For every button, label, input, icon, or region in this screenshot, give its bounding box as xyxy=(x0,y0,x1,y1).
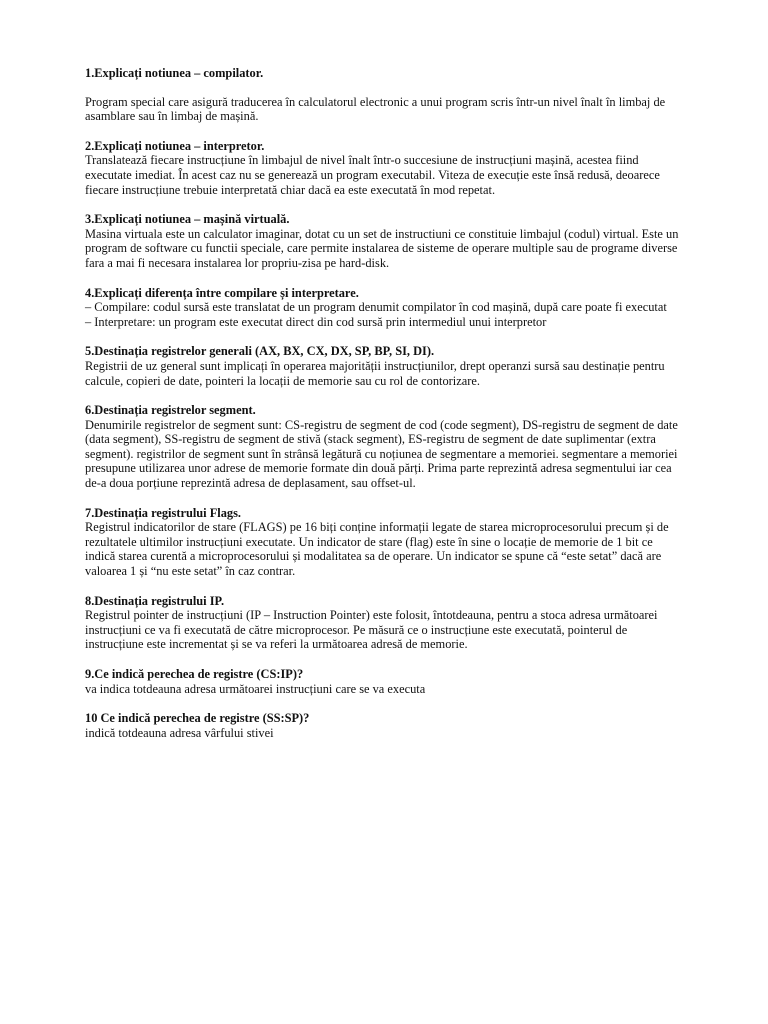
section-2 xyxy=(85,139,685,197)
section-9 xyxy=(85,667,685,696)
section-paragraph: indică totdeauna adresa vârfului stivei xyxy=(85,725,274,740)
section-heading: 7.Destinația registrului Flags. xyxy=(85,505,242,520)
section-heading: 2.Explicați notiunea – interpretor. xyxy=(85,138,265,153)
section-heading: 4.Explicați diferența între compilare și interpretare. xyxy=(85,285,359,300)
section-5 xyxy=(85,344,685,388)
section-6 xyxy=(85,403,685,491)
section-1 xyxy=(85,66,685,124)
section-paragraph: Program special care asigură traducerea în calculatorul electronic a unui program scris într-un nivel înalt în limbaj de asamblare sau în limbaj de mașină. xyxy=(85,94,666,124)
section-heading: 8.Destinația registrului IP. xyxy=(85,593,225,608)
section-paragraph: – Compilare: codul sursă este translatat de un program denumit compilator în cod mașină, după care poate fi executat xyxy=(85,300,667,315)
section-heading: 1.Explicați notiunea – compilator. xyxy=(85,66,264,80)
section-heading: 9.Ce indică perechea de registre (CS:IP)? xyxy=(85,667,304,681)
section-7 xyxy=(85,506,685,579)
section-paragraph: Registrii de uz general sunt implicați în operarea majorității instrucțiunilor, drept operanzi sursă sau destinație pentru calcule, copieri de date, pointeri la locații de memorie sau cu rol de contorizare. xyxy=(85,358,665,388)
section-paragraph: Masina virtuala este un calculator imaginar, dotat cu un set de instructiuni ce constituie limbajul (codul) virtual. Este un program de software cu functii speciale, care permite instalarea de sisteme de operare multiple sau de programe diverse fara a mai fi necesara instalarea lor propriu-zisa pe hard-disk. xyxy=(85,226,679,270)
section-10 xyxy=(85,711,685,740)
section-8 xyxy=(85,594,685,652)
section-paragraph: Registrul pointer de instrucțiuni (IP – Instruction Pointer) este folosit, întotdeauna, pentru a stoca adresa următoarei instrucțiuni ce va fi executată de către microprocesor. Pe măsură ce o instrucțiune este executată, pointerul de instrucțiune este incrementat și se va referi la următoarea adresă de memorie. xyxy=(85,608,658,652)
section-paragraph: Registrul indicatorilor de stare (FLAGS) pe 16 biți conține informații legate de starea microprocesorului precum și de rezultatele ultimilor instrucțiuni executate. Un indicator de stare (flag) este în sine o locație de memorie de 1 bit ce indică starea curentă a microprocesorului și modalitatea sa de operare. Un indicator se spune că “este setat” dacă are valoarea 1 și “nu este setat” în caz contrar. xyxy=(85,520,669,579)
document-body xyxy=(85,66,685,755)
section-paragraph: va indica totdeauna adresa următoarei instrucțiuni care se va executa xyxy=(85,681,426,696)
section-heading: 3.Explicați notiunea – mașină virtuală. xyxy=(85,212,290,227)
section-heading: 6.Destinația registrelor segment. xyxy=(85,403,256,418)
section-paragraph: Denumirile registrelor de segment sunt: CS-registru de segment de cod (code segment), DS-registru de segment de date (data segment), SS-registru de segment de stivă (stack segment), ES-registru de segment de date suplimentar (extra segment). registrilor de segment sunt în strânsă legătură cu noțiunea de segmentare a memoriei. segmentare a memoriei presupune utilizarea unor adrese de memorie formate din două părți. Prima parte reprezintă adresa segmentului iar cea de-a doua porțiune reprezintă adresa de deplasament, sau offset-ul. xyxy=(85,417,678,491)
section-paragraph: Translatează fiecare instrucțiune în limbajul de nivel înalt într-o succesiune de instrucțiuni mașină, acestea fiind executate imediat. În acest caz nu se generează un program executabil. Viteza de execuție este însă redusă, deoarece fiecare instrucțiune trebuie interpretată chiar dacă ea este executată în mod repetat. xyxy=(85,153,660,197)
section-4 xyxy=(85,286,685,330)
section-heading: 10 Ce indică perechea de registre (SS:SP)? xyxy=(85,711,310,726)
section-heading: 5.Destinația registrelor generali (AX, BX, CX, DX, SP, BP, SI, DI). xyxy=(85,344,435,359)
section-paragraph: – Interpretare: un program este executat direct din cod sursă prin intermediul unui interpretor xyxy=(85,314,547,329)
section-3 xyxy=(85,212,685,270)
